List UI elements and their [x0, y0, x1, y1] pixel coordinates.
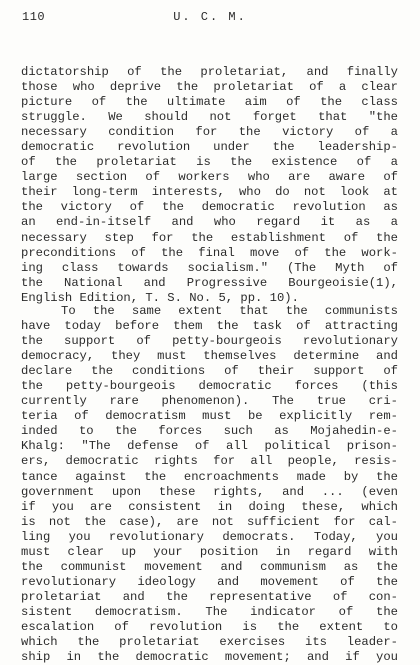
text-line: Khalg: "The defense of all political prison- [21, 439, 398, 454]
text-line: ship in the democratic movement; and if you [21, 650, 398, 665]
text-line: sistent democratism. The indicator of the [21, 604, 398, 619]
text-line: have today before them the task of attracting [21, 319, 398, 334]
text-line: To the same extent that the communists [61, 304, 398, 318]
text-line: their long-term interests, who do not look at [21, 185, 398, 200]
text-line: revolutionary ideology and movement of the [21, 574, 398, 589]
paragraph-2 [21, 304, 398, 665]
text-line: the petty-bourgeois democratic forces (this [21, 379, 398, 394]
running-header: U. C. M. [173, 10, 247, 24]
text-line: currently rare phenomenon). The true cri- [21, 394, 398, 409]
text-line: necessary step for the establishment of the [21, 230, 398, 245]
text-line: necessary condition for the victory of a [21, 125, 398, 140]
page-number: 110 [22, 10, 46, 24]
text-line: English Edition, T. S. No. 5, pp. 10). [21, 290, 299, 305]
text-line: the National and Progressive Bourgeoisie(1), [21, 275, 398, 290]
text-line: escalation of revolution is the extent to [21, 619, 398, 634]
text-line: of the proletariat is the existence of a [21, 155, 398, 170]
text-line: tance against the encroachments made by the [21, 469, 398, 484]
text-line: is not the case), are not sufficient for cal- [21, 514, 398, 529]
text-line: struggle. We should not forget that "the [21, 110, 398, 125]
text-line: ling you revolutionary democrats. Today, you [21, 529, 398, 544]
text-line: if you are consistent in doing these, which [21, 499, 398, 514]
text-line: preconditions of the final move of the work- [21, 245, 398, 260]
text-line: ers, democratic rights for all people, resis- [21, 454, 398, 469]
text-line: proletariat and the representative of con- [21, 589, 398, 604]
text-line: must clear up your position in regard with [21, 544, 398, 559]
text-line: large section of workers who are aware of [21, 170, 398, 185]
text-line: an end-in-itself and who regard it as a [21, 215, 398, 230]
text-line: picture of the ultimate aim of the class [21, 95, 398, 110]
text-line: declare the conditions of their support of [21, 364, 398, 379]
text-line: inded to the forces such as Mojahedin-e- [21, 424, 398, 439]
text-line: democracy, they must themselves determine and [21, 349, 398, 364]
text-line: which the proletariat exercises its leader- [21, 635, 398, 650]
text-line: democratic revolution under the leadership- [21, 140, 398, 155]
text-line: the support of petty-bourgeois revolutionary [21, 334, 398, 349]
text-line: the communist movement and communism as the [21, 559, 398, 574]
text-line: teria of democratism must be explicitly rem- [21, 409, 398, 424]
text-line: the victory of the democratic revolution as [21, 200, 398, 215]
text-line: government upon these rights, and ... (even [21, 484, 398, 499]
text-line: ing class towards socialism." (The Myth of [21, 260, 398, 275]
text-line: those who deprive the proletariat of a clear [21, 80, 398, 95]
text-line: dictatorship of the proletariat, and finally [21, 65, 398, 79]
paragraph-1 [21, 65, 398, 306]
